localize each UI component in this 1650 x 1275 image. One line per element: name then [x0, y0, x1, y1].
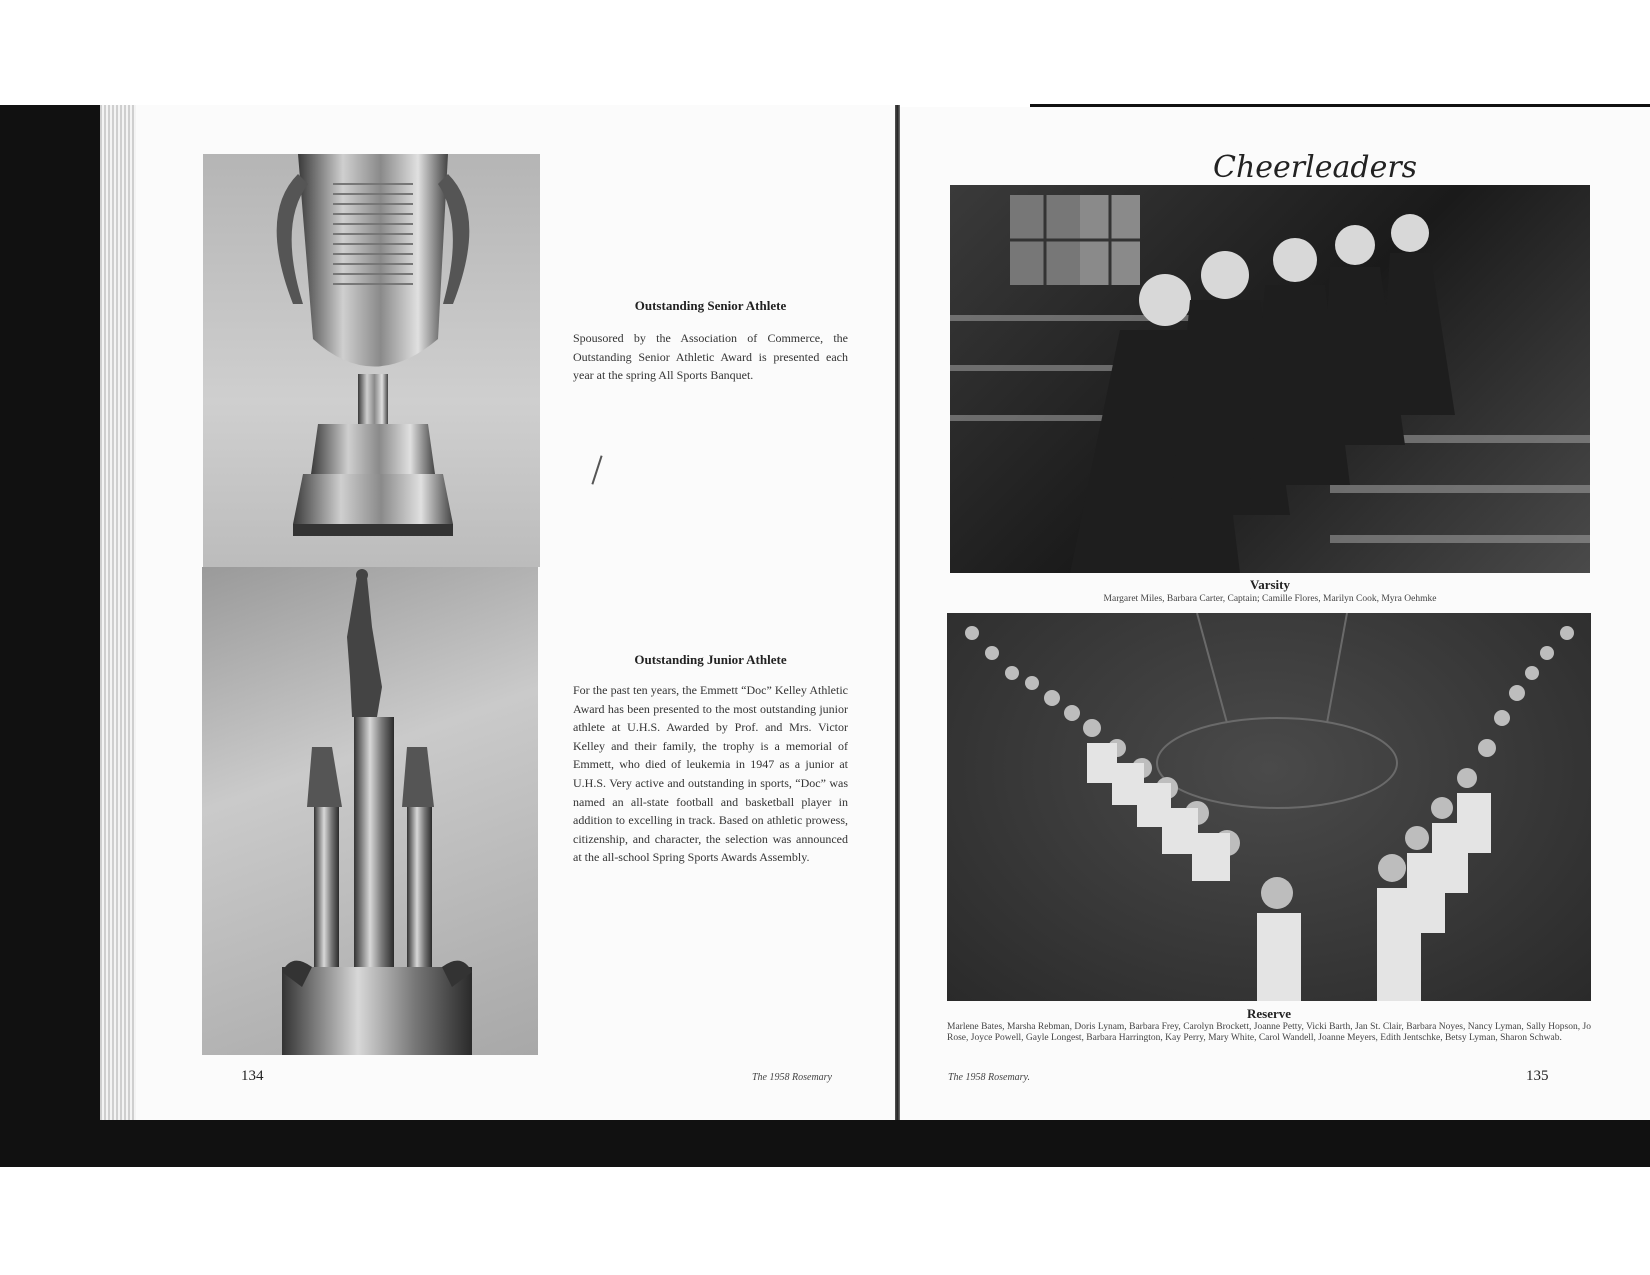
reserve-caption-names: Marlene Bates, Marsha Rebman, Doris Lynam, Barbara Frey, Carolyn Brockett, Joanne Petty, Vicki Barth, Jan St. Clair, Barbara Noyes, Nancy Lyman, Sally Hopson, Jo Rose, Joyce Powell, Gayle Longest, Barbara Harrington, Kay Perry, Mary White, Carol Wandell, Joanne Meyers, Edith Jentschke, Betsy Lyman, Sharon Schwab.: [947, 1022, 1591, 1043]
varsity-caption-names: Margaret Miles, Barbara Carter, Captain; Camille Flores, Marilyn Cook, Myra Oehmke: [1103, 594, 1437, 604]
cup-trophy-icon: [203, 154, 540, 567]
senior-athlete-body: Spousored by the Association of Commerce, the Outstanding Senior Athletic Award is presented each year at the spring All Sports Banquet.: [573, 331, 848, 383]
scan-border-left: [0, 105, 103, 1167]
senior-athlete-heading: Outstanding Senior Athlete: [634, 298, 787, 313]
page-number-right: 135: [1526, 1068, 1549, 1084]
junior-athlete-body: For the past ten years, the Emmett “Doc” Kelley Athletic Award has been presented to the most outstanding junior athlete at U.H.S. Awarded by Prof. and Mrs. Victor Kelley and their family, the trophy is a memorial of Emmett, who died of leukemia in 1947 as a junior at U.H.S. Very active and outstanding in sports, “Doc” was named an all-state football and basketball player in addition to excelling in track. Based on athletic prowess, citizenship, and character, the selection was announced at the all-school Spring Sports Awards Assembly.: [573, 683, 848, 865]
varsity-caption-title: Varsity: [1250, 577, 1290, 592]
page-title: Cheerleaders: [1213, 150, 1418, 185]
page-number-left: 134: [241, 1068, 264, 1084]
junior-athlete-heading: Outstanding Junior Athlete: [634, 652, 787, 667]
cheerleaders-group-icon: [950, 185, 1590, 573]
senior-trophy-photo: [203, 154, 540, 567]
footer-right: The 1958 Rosemary.: [948, 1072, 1030, 1083]
varsity-cheerleaders-photo: [950, 185, 1590, 573]
reserve-cheerleaders-photo: [947, 613, 1591, 1001]
athlete-trophy-icon: [202, 567, 538, 1055]
junior-trophy-photo: [202, 567, 538, 1055]
reserve-formation-icon: [947, 613, 1591, 1001]
reserve-caption-title: Reserve: [1246, 1006, 1292, 1021]
page-stack-edges: [100, 105, 140, 1120]
scan-border-bottom: [0, 1120, 1650, 1167]
footer-left: The 1958 Rosemary: [752, 1072, 832, 1083]
